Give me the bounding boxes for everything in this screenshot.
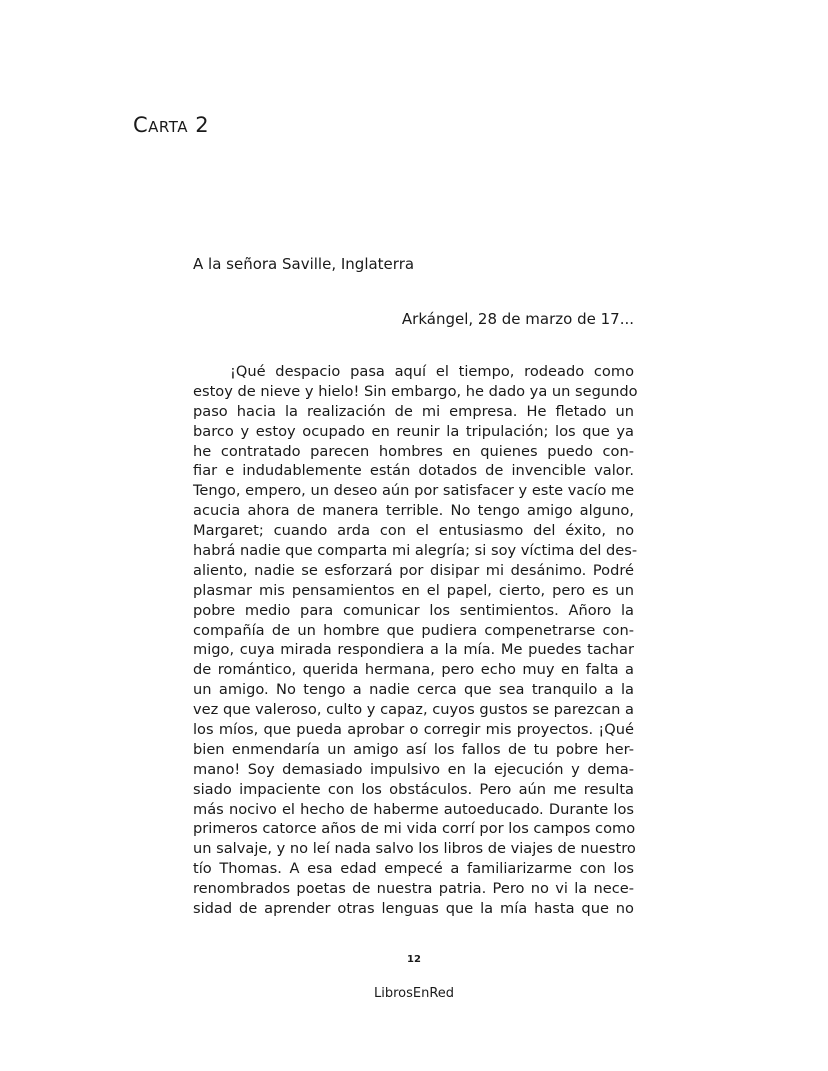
body-line: Tengo, empero, un deseo aún por satisfacer y este vacío me [193, 482, 635, 500]
body-line: tío Thomas. A esa edad empecé a familiarizarme con los [193, 860, 634, 878]
body-line: pobre medio para comunicar los sentimientos. Añoro la [193, 601, 634, 619]
body-line: sidad de aprender otras lenguas que la mía hasta que no [193, 900, 634, 918]
letter-body [193, 362, 638, 919]
chapter-title: Carta 2 [133, 113, 210, 137]
publisher-footer: LibrosEnRed [373, 986, 455, 1001]
body-line: estoy de nieve y hielo! Sin embargo, he dado ya un segundo [193, 382, 638, 400]
body-line: barco y estoy ocupado en reunir la tripulación; los que ya [193, 422, 634, 440]
body-line: de romántico, querida hermana, pero echo muy en falta a [193, 661, 634, 679]
body-line: paso hacia la realización de mi empresa. He fletado un [193, 402, 634, 420]
body-line: aliento, nadie se esforzará por disipar mi desánimo. Podré [193, 561, 634, 579]
body-line: vez que valeroso, culto y capaz, cuyos gustos se parezcan a [193, 701, 634, 719]
body-line: acucia ahora de manera terrible. No tengo amigo alguno, [193, 502, 634, 520]
body-line: los míos, que pueda aprobar o corregir mis proyectos. ¡Qué [193, 721, 634, 739]
page-number: 12 [407, 954, 421, 965]
body-line: he contratado parecen hombres en quienes puedo con- [193, 442, 634, 460]
body-line: renombrados poetas de nuestra patria. Pero no vi la nece- [193, 880, 634, 898]
body-line: bien enmendaría un amigo así los fallos de tu pobre her- [193, 740, 634, 758]
body-line: más nocivo el hecho de haberme autoeducado. Durante los [193, 800, 634, 818]
body-line: compañía de un hombre que pudiera compenetrarse con- [193, 621, 634, 639]
letter-date: Arkángel, 28 de marzo de 17... [401, 310, 634, 328]
body-line: primeros catorce años de mi vida corrí por los campos como [193, 820, 636, 838]
body-line: ¡Qué despacio pasa aquí el tiempo, rodeado como [230, 363, 634, 380]
body-line: habrá nadie que comparta mi alegría; si soy víctima del des- [193, 542, 638, 560]
body-line: un salvaje, y no leí nada salvo los libros de viajes de nuestro [193, 840, 636, 858]
body-line: fiar e indudablemente están dotados de invencible valor. [193, 462, 634, 480]
body-line: migo, cuya mirada respondiera a la mía. Me puedes tachar [193, 641, 634, 659]
letter-salutation: A la señora Saville, Inglaterra [193, 255, 415, 273]
body-line: mano! Soy demasiado impulsivo en la ejecución y dema- [193, 760, 634, 778]
body-line: siado impaciente con los obstáculos. Pero aún me resulta [193, 780, 634, 798]
body-line: un amigo. No tengo a nadie cerca que sea tranquilo a la [193, 681, 634, 699]
body-line: plasmar mis pensamientos en el papel, cierto, pero es un [193, 581, 634, 599]
body-line: Margaret; cuando arda con el entusiasmo del éxito, no [193, 522, 634, 540]
